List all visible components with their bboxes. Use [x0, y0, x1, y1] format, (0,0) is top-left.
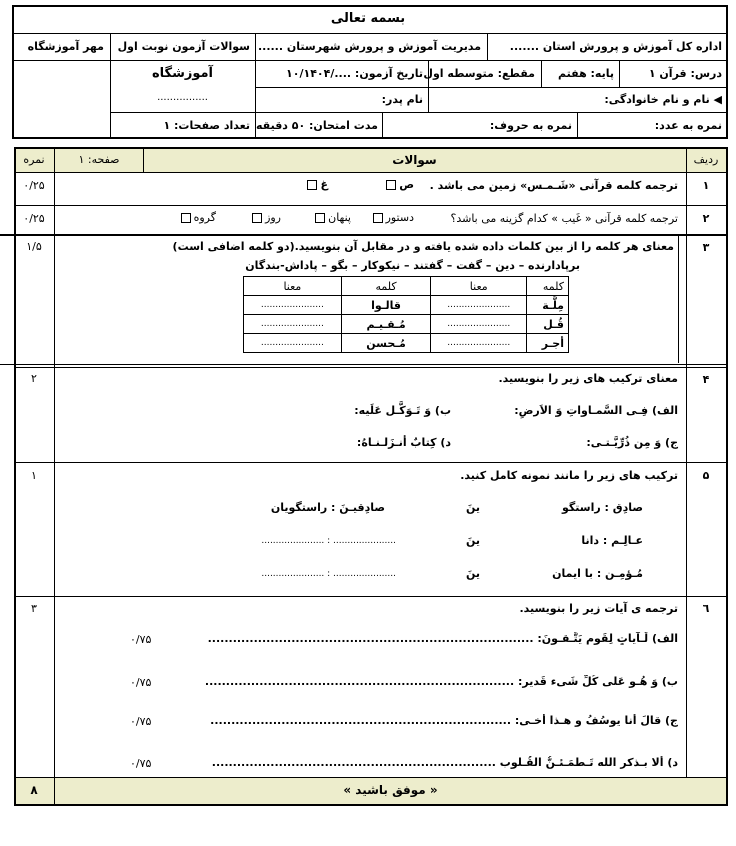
question-number: ۲ — [702, 212, 710, 225]
suffix: ینَ — [465, 501, 480, 514]
border — [12, 5, 728, 7]
border — [14, 462, 728, 463]
duration-label: مدت امتحان: ۵۰ دقیقه — [256, 119, 378, 132]
verse-item[interactable] — [130, 675, 678, 691]
example-word: صادِق : راستگو — [561, 501, 643, 514]
total-score: ۸ — [30, 783, 38, 797]
question-text: ترجمه کلمه قرآنی « غَیب » کدام گزینه می باشد؟ — [450, 212, 678, 225]
student-name-field[interactable]: ◀ نام و نام خانوادگی: — [604, 93, 722, 106]
question-score: ۳ — [31, 602, 37, 615]
meaning-field[interactable]: ...................... — [244, 334, 342, 353]
verse-text: د) ألا بـذکرِ الله تَـطمَـئـنُّ القُـلوب .................................................................... — [211, 756, 678, 769]
word: عـالِـم : دانا — [581, 534, 643, 547]
border — [14, 205, 728, 206]
border — [12, 60, 728, 61]
word: قالـوا — [341, 296, 431, 315]
meaning-field[interactable]: ...................... — [244, 315, 342, 334]
border — [14, 804, 728, 806]
col-questions-header: سوالات — [392, 153, 437, 167]
option-ghain[interactable] — [304, 178, 328, 191]
question-number: ٦ — [702, 602, 710, 615]
question-score: ۰/۲۵ — [23, 212, 45, 225]
item-alef: الف) فِـی السَّمـاواتِ وَ الاَرضِ: — [514, 404, 678, 417]
school-label: آموزشگاه — [151, 66, 214, 81]
border — [12, 137, 728, 139]
col-page-header: صفحه: ۱ — [78, 153, 120, 166]
checkbox-icon[interactable] — [373, 213, 383, 223]
border — [487, 33, 488, 60]
option-label: دستور — [385, 211, 414, 224]
question-score: ۱ — [31, 469, 37, 482]
verse-item[interactable] — [130, 756, 678, 772]
school-name-field[interactable]: ................ — [157, 92, 208, 103]
border — [255, 87, 728, 88]
question-number: ۳ — [702, 241, 710, 254]
question-text: معنای هر کلمه را از بین کلمات داده شده یافته و در مقابل آن بنویسید.(دو کلمه اضافی است) — [172, 240, 674, 253]
col-meaning: معنا — [244, 277, 342, 296]
question-number: ۵ — [702, 469, 710, 482]
checkbox-icon[interactable] — [315, 213, 325, 223]
question-score: ۰/۲۵ — [23, 179, 45, 192]
option-gorooh[interactable] — [178, 211, 216, 224]
border — [14, 777, 728, 778]
word: أجـر — [527, 334, 569, 353]
option-label: پنهان — [328, 211, 351, 224]
verse-item[interactable] — [130, 714, 678, 730]
verse-item[interactable] — [130, 632, 678, 648]
answer-field[interactable]: ...................... : ...................... — [261, 536, 396, 546]
score-words-field[interactable]: نمره به حروف: — [489, 119, 572, 132]
table-row — [244, 334, 569, 353]
item-score: ۰/۷۵ — [130, 676, 152, 689]
table-row — [244, 296, 569, 315]
exam-title: سوالات آزمون نوبت اول — [117, 40, 250, 53]
course-label: درس: قرآن ۱ — [648, 67, 722, 80]
verse-text: الف) لَـآیاتٍ لِقَومٍ یَتَّـقـونَ: .............................................................................. — [207, 632, 678, 645]
table-row — [244, 315, 569, 334]
border — [0, 364, 728, 365]
border — [110, 33, 111, 139]
meaning-field[interactable]: ...................... — [244, 296, 342, 315]
word: مُـحسن — [341, 334, 431, 353]
col-word: کلمه — [527, 277, 569, 296]
question-text: معنای ترکیب های زیر را بنویسید. — [498, 372, 678, 385]
item-score: ۰/۷۵ — [130, 633, 152, 646]
border — [619, 60, 620, 87]
question-number: ۴ — [702, 373, 710, 386]
border — [577, 112, 578, 139]
col-meaning: معنا — [431, 277, 527, 296]
col-word: کلمه — [341, 277, 431, 296]
header-title: بسمه تعالی — [330, 11, 406, 26]
word: مِلَّـة — [527, 296, 569, 315]
question-text: ترکیب های زیر را مانند نمونه کامل کنید. — [460, 469, 678, 482]
checkbox-icon[interactable] — [252, 213, 262, 223]
border — [0, 234, 728, 236]
option-label: ص — [399, 178, 414, 191]
suffix: ینَ — [465, 567, 480, 580]
item-score: ۰/۷۵ — [130, 715, 152, 728]
level-label: مقطع: متوسطه اول — [423, 67, 535, 80]
good-luck-message: « موفق باشید » — [343, 783, 438, 797]
answer-field[interactable]: ...................... : ...................... — [261, 569, 396, 579]
meaning-field[interactable]: ...................... — [431, 296, 527, 315]
option-label: گروه — [193, 211, 216, 224]
border — [14, 367, 728, 368]
example-answer: صادِقیـنَ : راستگویان — [270, 501, 385, 514]
border — [54, 147, 55, 806]
item-be: ب) وَ تَـوَکَّـل عَلَیه: — [354, 404, 451, 417]
page-count-label: تعداد صفحات: ۱ — [163, 119, 250, 132]
option-label: غ — [320, 178, 328, 191]
checkbox-icon[interactable] — [386, 180, 396, 190]
question-score: ۲ — [31, 372, 37, 385]
border — [382, 112, 383, 139]
score-number-field[interactable]: نمره به عدد: — [654, 119, 722, 132]
item-score: ۰/۷۵ — [130, 757, 152, 770]
suffix: ینَ — [465, 534, 480, 547]
option-dastoor[interactable] — [370, 211, 414, 224]
school-stamp-label: مهر آموزشگاه — [27, 40, 104, 53]
option-sad[interactable] — [383, 178, 414, 191]
border — [14, 172, 728, 173]
border — [14, 147, 728, 149]
question-text: ترجمه ی آیات زیر را بنویسید. — [519, 602, 678, 615]
word-meaning-table — [243, 276, 569, 353]
verse-text: ج) قالَ أنا یوسُفُ و هـذا أخـی: ........................................................................ — [210, 714, 678, 727]
border — [14, 596, 728, 597]
border — [541, 60, 542, 87]
col-row-header: ردیف — [693, 153, 719, 166]
question-score: ۱/۵ — [26, 240, 42, 253]
meaning-field[interactable]: ...................... — [431, 315, 527, 334]
option-label: روز — [265, 211, 281, 224]
question-text: ترجمه کلمه قرآنی «شَـمـس» زمین می باشد . — [429, 179, 678, 192]
border — [110, 112, 728, 113]
border — [678, 236, 679, 363]
question-number: ۱ — [702, 179, 710, 192]
option-penhan[interactable] — [312, 211, 351, 224]
item-jim: ج) وَ مِن ذُرِّیَّـتـی: — [586, 436, 678, 449]
father-name-field[interactable]: نام پدر: — [381, 93, 423, 106]
col-score-header: نمره — [23, 153, 45, 166]
checkbox-icon[interactable] — [181, 213, 191, 223]
word-bank: برپادارنده – دین – گفت – گفتند – نیکوکار – بگو – پاداش-بندگان — [245, 259, 580, 272]
checkbox-icon[interactable] — [307, 180, 317, 190]
word: قُـل — [527, 315, 569, 334]
exam-date-label: تاریخ آزمون: ..../۱۰/۱۴۰۴ — [286, 67, 423, 80]
grade-label: پایه: هفتم — [558, 67, 614, 80]
item-dal: د) کِتابٌ أنـزَلـنـاهُ: — [356, 436, 451, 449]
word: مُـقـیـم — [341, 315, 431, 334]
word: مُـؤمِـن : با ایمان — [552, 567, 643, 580]
border — [12, 33, 728, 34]
border — [726, 147, 728, 806]
county-label: مدیریت آموزش و پرورش شهرستان ...... — [257, 40, 481, 53]
verse-text: ب) وَ هُـو عَلی کُلِّ شَیء قَدیر: .......................................................................... — [204, 675, 678, 688]
option-rooz[interactable] — [249, 211, 281, 224]
directorate-label: اداره کل آموزش و پرورش استان ....... — [509, 40, 722, 53]
meaning-field[interactable]: ...................... — [431, 334, 527, 353]
